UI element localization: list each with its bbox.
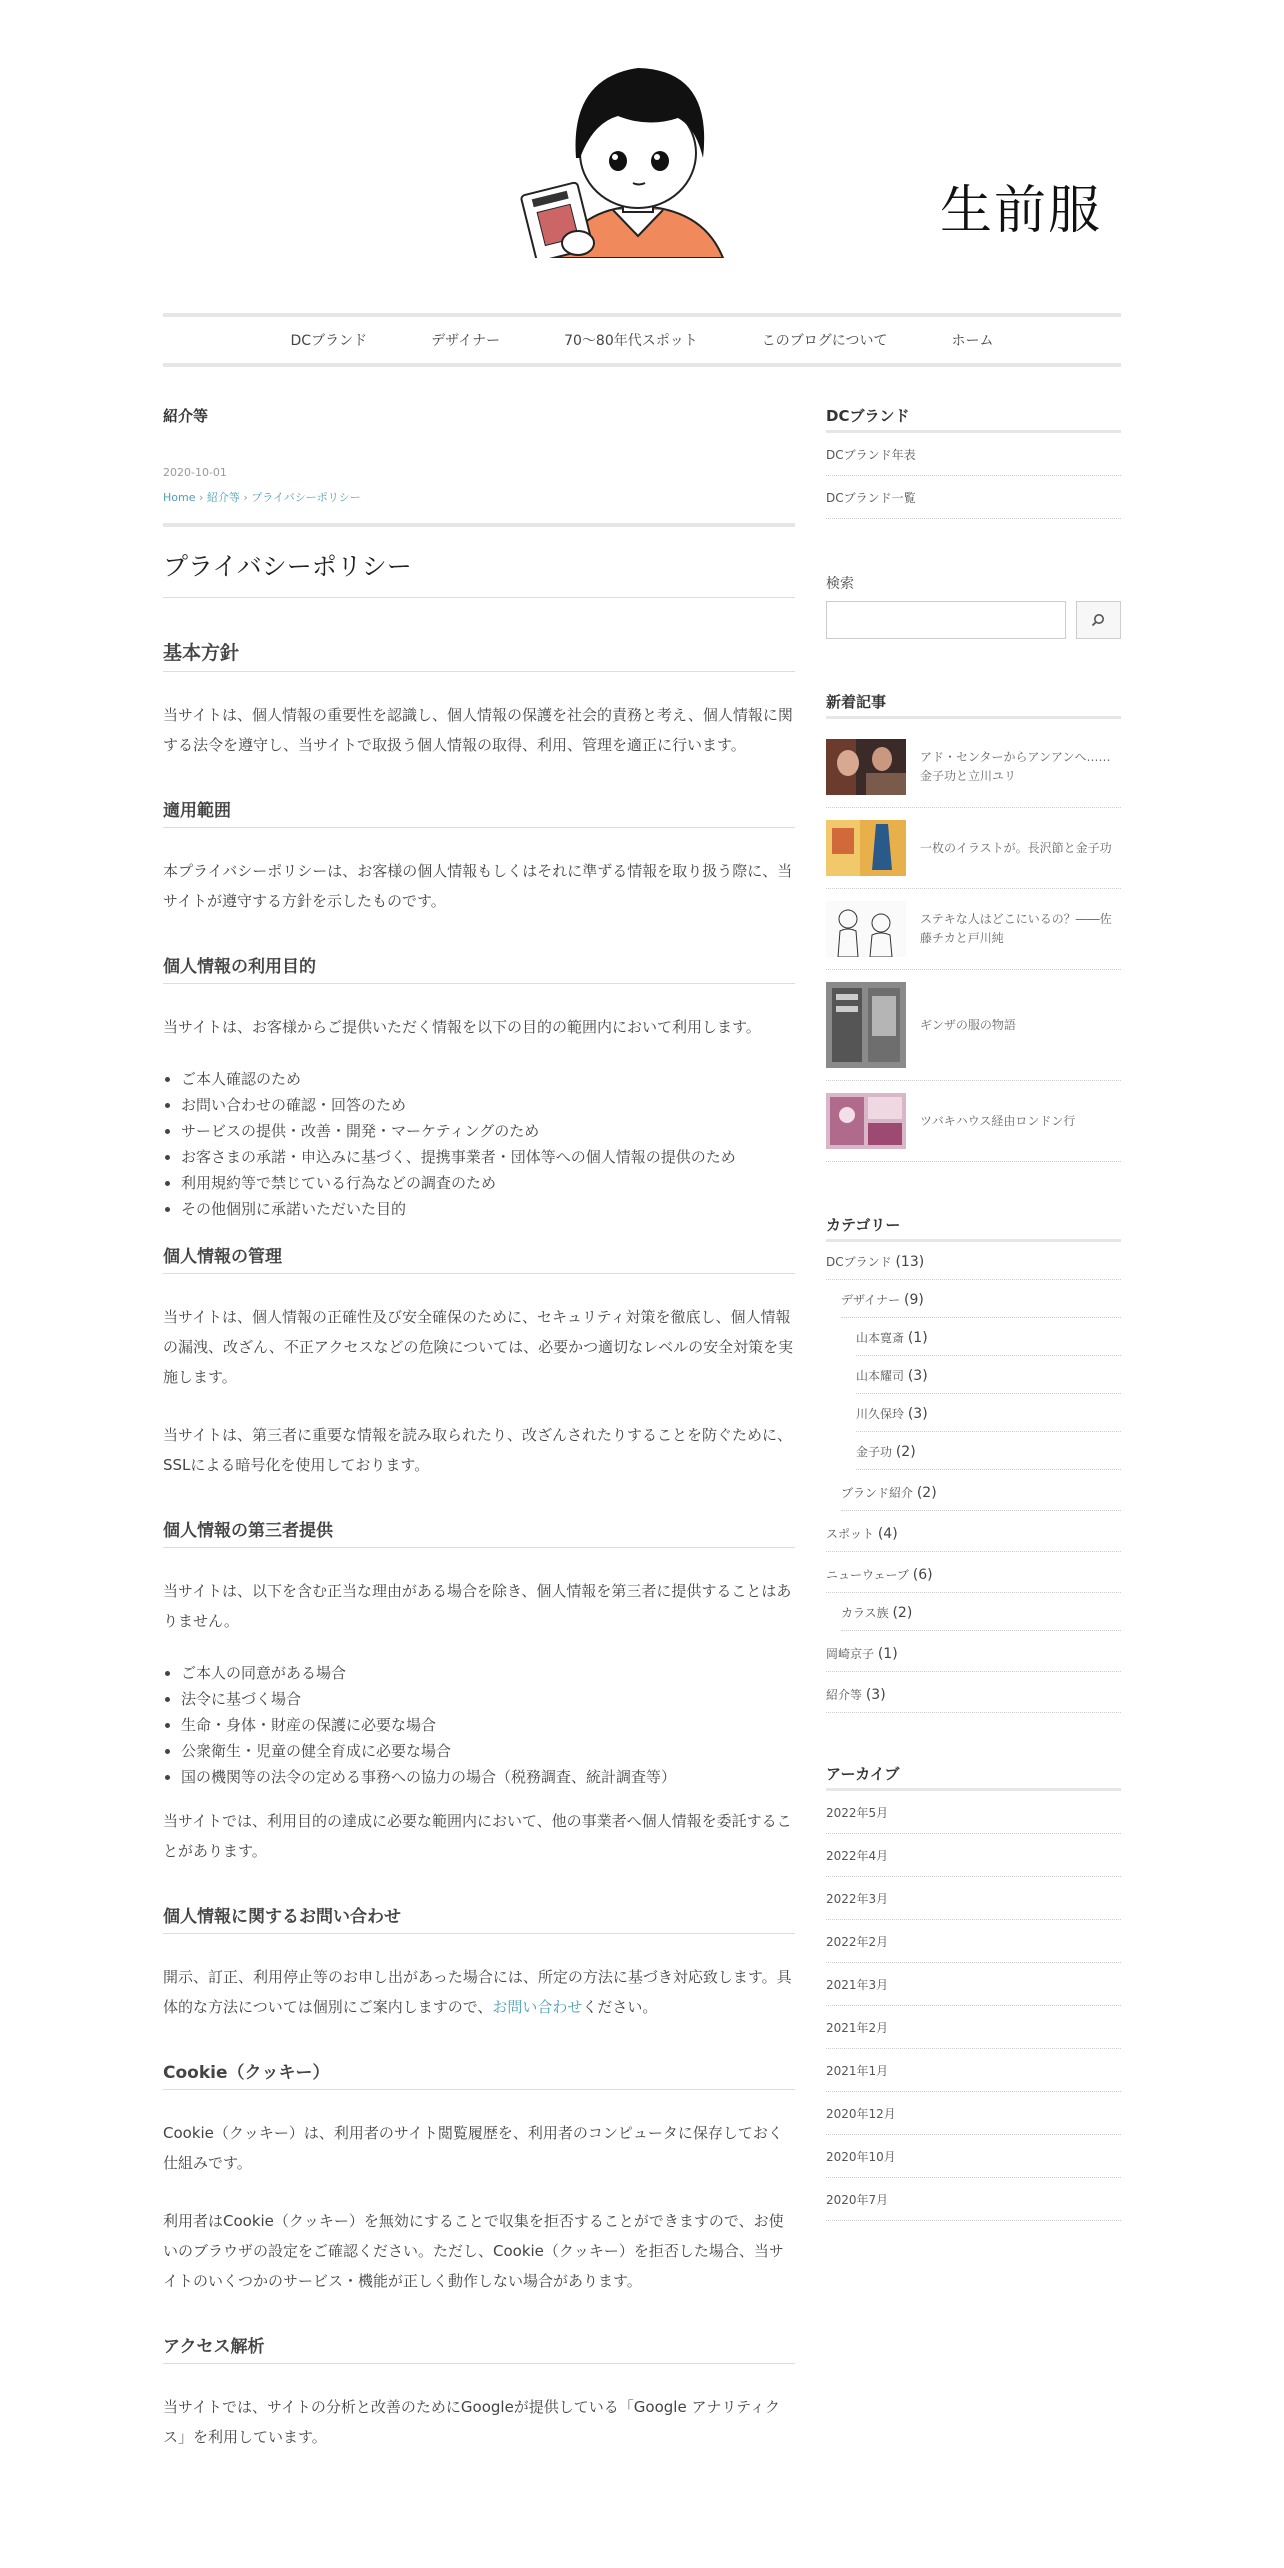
category-count: (3) bbox=[907, 1406, 928, 1422]
section-text-cookie-2: 利用者はCookie（クッキー）を無効にすることで収集を拒否することができますので、お使いのブラウザの設定をご確認ください。ただし、Cookie（クッキー）を拒否した場合、当サイトのいくつかのサービス・機能が正しく動作しない場合があります。 bbox=[163, 2212, 784, 2290]
category-item[interactable] bbox=[826, 1511, 1121, 1552]
post-date: 2020-10-01 bbox=[163, 466, 227, 479]
category-count: (9) bbox=[904, 1292, 924, 1308]
recent-post-title[interactable]: アド・センターからアンアンへ……金子功と立川ユリ bbox=[920, 750, 1111, 783]
section-heading-basic: 基本方針 bbox=[163, 638, 795, 672]
archive-list bbox=[826, 1791, 1121, 2221]
list-item: • お問い合わせの確認・回答のため bbox=[181, 1092, 795, 1118]
nav-item-designer[interactable]: デザイナー bbox=[431, 333, 501, 349]
section-heading-inquiry: 個人情報に関するお問い合わせ bbox=[163, 1902, 795, 1934]
archive-item[interactable]: 2020年10月 bbox=[826, 2135, 1121, 2178]
archive-item[interactable]: 2021年1月 bbox=[826, 2049, 1121, 2092]
breadcrumb-separator: › bbox=[198, 491, 204, 504]
nav-item-about[interactable]: このブログについて bbox=[761, 333, 888, 349]
post-thumbnail[interactable] bbox=[826, 982, 906, 1068]
breadcrumb-current: プライバシーポリシー bbox=[251, 491, 361, 504]
widget-title-categories: カテゴリー bbox=[826, 1214, 1121, 1242]
page-title: プライバシーポリシー bbox=[163, 547, 795, 598]
category-list bbox=[826, 1242, 1121, 1713]
archive-item[interactable]: 2020年12月 bbox=[826, 2092, 1121, 2135]
breadcrumb-home[interactable]: Home bbox=[163, 491, 196, 504]
search-label: 検索 bbox=[826, 576, 854, 592]
category-name[interactable]: デザイナー bbox=[841, 1293, 901, 1307]
section-heading-cookie: Cookie（クッキー） bbox=[163, 2058, 795, 2090]
list-item: • お客さまの承諾・申込みに基づく、提携事業者・団体等への個人情報の提供のため bbox=[181, 1144, 795, 1170]
site-title[interactable]: 生前服 bbox=[940, 181, 1103, 241]
recent-posts bbox=[826, 727, 1121, 1162]
category-item[interactable] bbox=[841, 1470, 1121, 1511]
section-text-purpose: 当サイトは、お客様からご提供いただく情報を以下の目的の範囲内において利用します。 bbox=[163, 1018, 761, 1036]
section-text-cookie-1: Cookie（クッキー）は、利用者のサイト閲覧履歴を、利用者のコンピュータに保存しておく仕組みです。 bbox=[163, 2124, 783, 2172]
category-count: (13) bbox=[895, 1254, 925, 1270]
sidebar-link-dc-chronology[interactable]: DCブランド年表 bbox=[826, 433, 1121, 476]
category-item[interactable] bbox=[841, 1280, 1121, 1318]
list-item: • 国の機関等の法令の定める事務への協力の場合（税務調査、統計調査等） bbox=[181, 1764, 795, 1790]
section-text-third-party: 当サイトは、以下を含む正当な理由がある場合を除き、個人情報を第三者に提供することはありません。 bbox=[163, 1582, 792, 1630]
category-name[interactable]: カラス族 bbox=[841, 1606, 889, 1620]
recent-post-title[interactable]: ステキな人はどこにいるの？――佐藤チカと戸川純 bbox=[920, 912, 1112, 945]
sidebar-link-dc-list[interactable]: DCブランド一覧 bbox=[826, 476, 1121, 519]
category-count: (3) bbox=[907, 1368, 928, 1384]
third-party-list bbox=[163, 1660, 795, 1790]
list-item: • サービスの提供・改善・開発・マーケティングのため bbox=[181, 1118, 795, 1144]
post-thumbnail[interactable] bbox=[826, 820, 906, 876]
category-count: (2) bbox=[895, 1444, 916, 1460]
site-header bbox=[0, 0, 1284, 300]
category-name[interactable]: 川久保玲 bbox=[856, 1407, 905, 1421]
category-name[interactable]: 山本耀司 bbox=[856, 1369, 905, 1383]
list-item: • 生命・身体・財産の保護に必要な場合 bbox=[181, 1712, 795, 1738]
breadcrumb bbox=[163, 489, 795, 527]
category-item[interactable] bbox=[856, 1318, 1121, 1356]
post-thumbnail[interactable] bbox=[826, 901, 906, 957]
recent-post-item[interactable] bbox=[826, 970, 1121, 1081]
section-text-management-2: 当サイトは、第三者に重要な情報を読み取られたり、改ざんされたりすることを防ぐために、SSLによる暗号化を使用しております。 bbox=[163, 1426, 792, 1474]
category-name[interactable]: ブランド紹介 bbox=[841, 1486, 914, 1500]
category-name[interactable]: スポット bbox=[826, 1527, 875, 1541]
category-name[interactable]: ニューウェーブ bbox=[826, 1568, 909, 1582]
sidebar bbox=[826, 405, 1121, 2221]
inquiry-text: 開示、訂正、利用停止等のお申し出があった場合には、所定の方法に基づき対応致します。具体的な方法については個別にご案内しますので、 bbox=[163, 1968, 792, 2016]
nav-item-home[interactable]: ホーム bbox=[951, 333, 994, 349]
post-thumbnail[interactable] bbox=[826, 739, 906, 795]
archive-item[interactable]: 2020年7月 bbox=[826, 2178, 1121, 2221]
category-count: (4) bbox=[877, 1526, 898, 1542]
recent-post-item[interactable] bbox=[826, 808, 1121, 889]
archive-item[interactable]: 2022年4月 bbox=[826, 1834, 1121, 1877]
category-item[interactable] bbox=[856, 1356, 1121, 1394]
section-heading-third-party: 個人情報の第三者提供 bbox=[163, 1516, 795, 1548]
recent-post-title[interactable]: ツバキハウス経由ロンドン行 bbox=[920, 1113, 1076, 1128]
section-text-analytics: 当サイトでは、サイトの分析と改善のためにGoogleが提供している「Google アナリティクス」を利用しています。 bbox=[163, 2398, 780, 2446]
archive-item[interactable]: 2022年5月 bbox=[826, 1791, 1121, 1834]
recent-post-item[interactable] bbox=[826, 727, 1121, 808]
category-count: (1) bbox=[877, 1646, 898, 1662]
category-item[interactable] bbox=[856, 1394, 1121, 1432]
category-item[interactable] bbox=[826, 1672, 1121, 1713]
section-text-third-party-2: 当サイトでは、利用目的の達成に必要な範囲内において、他の事業者へ個人情報を委託することがあります。 bbox=[163, 1812, 792, 1860]
category-item[interactable] bbox=[856, 1432, 1121, 1470]
list-item: • ご本人確認のため bbox=[181, 1066, 795, 1092]
list-item: • その他個別に承諾いただいた目的 bbox=[181, 1196, 795, 1222]
main-content bbox=[163, 405, 795, 2452]
widget-title-dc: DCブランド bbox=[826, 405, 1121, 433]
category-count: (2) bbox=[892, 1605, 913, 1621]
category-name[interactable]: 紹介等 bbox=[826, 1688, 863, 1702]
archive-item[interactable]: 2022年2月 bbox=[826, 1920, 1121, 1963]
widget-title-recent: 新着記事 bbox=[826, 691, 1121, 719]
breadcrumb-separator: › bbox=[243, 491, 248, 504]
list-item: • ご本人の同意がある場合 bbox=[181, 1660, 795, 1686]
section-heading-management: 個人情報の管理 bbox=[163, 1242, 795, 1274]
search-button[interactable] bbox=[1076, 601, 1121, 639]
category-name[interactable]: DCブランド bbox=[826, 1255, 892, 1269]
nav-item-spots[interactable]: 70〜80年代スポット bbox=[564, 333, 698, 349]
section-heading-purpose: 個人情報の利用目的 bbox=[163, 952, 795, 984]
post-thumbnail[interactable] bbox=[826, 1093, 906, 1149]
purpose-list bbox=[163, 1066, 795, 1222]
category-count: (2) bbox=[916, 1485, 937, 1501]
recent-post-item[interactable] bbox=[826, 1081, 1121, 1162]
section-text-basic: 当サイトは、個人情報の重要性を認識し、個人情報の保護を社会的責務と考え、個人情報に関する法令を遵守し、当サイトで取扱う個人情報の取得、利用、管理を適正に行います。 bbox=[163, 706, 793, 754]
contact-link[interactable]: お問い合わせ bbox=[492, 1998, 583, 2016]
recent-post-title[interactable]: ギンザの服の物語 bbox=[920, 1017, 1016, 1032]
archive-item[interactable]: 2021年3月 bbox=[826, 1963, 1121, 2006]
category-count: (1) bbox=[907, 1330, 928, 1346]
widget-title-archive: アーカイブ bbox=[826, 1763, 1121, 1791]
section-text-management-1: 当サイトは、個人情報の正確性及び安全確保のために、セキュリティ対策を徹底し、個人情報の漏洩、改ざん、不正アクセスなどの危険については、必要かつ適切なレベルの安全対策を実施します。 bbox=[163, 1308, 794, 1386]
recent-post-item[interactable] bbox=[826, 889, 1121, 970]
list-item: • 利用規約等で禁じている行為などの調査のため bbox=[181, 1170, 795, 1196]
search-input[interactable] bbox=[826, 601, 1066, 639]
nav-item-dc-brand[interactable]: DCブランド bbox=[290, 333, 368, 349]
archive-item[interactable]: 2021年2月 bbox=[826, 2006, 1121, 2049]
category-label: 紹介等 bbox=[163, 407, 209, 425]
section-heading-scope: 適用範囲 bbox=[163, 796, 795, 828]
category-name[interactable]: 岡崎京子 bbox=[826, 1647, 875, 1661]
global-nav bbox=[163, 313, 1121, 367]
section-text-inquiry bbox=[163, 1962, 795, 2022]
breadcrumb-category[interactable]: 紹介等 bbox=[206, 491, 240, 504]
search-icon bbox=[1091, 613, 1105, 627]
category-item[interactable] bbox=[826, 1552, 1121, 1593]
category-count: (6) bbox=[912, 1567, 933, 1583]
list-item: • 法令に基づく場合 bbox=[181, 1686, 795, 1712]
category-item[interactable] bbox=[841, 1593, 1121, 1631]
category-name[interactable]: 山本寛斎 bbox=[856, 1331, 905, 1345]
list-item: • 公衆衛生・児童の健全育成に必要な場合 bbox=[181, 1738, 795, 1764]
category-item[interactable] bbox=[826, 1631, 1121, 1672]
recent-post-title[interactable]: 一枚のイラストが。長沢節と金子功 bbox=[920, 840, 1112, 855]
archive-item[interactable]: 2022年3月 bbox=[826, 1877, 1121, 1920]
category-item[interactable] bbox=[826, 1242, 1121, 1280]
inquiry-text-end: ください。 bbox=[582, 1998, 658, 2016]
section-heading-analytics: アクセス解析 bbox=[163, 2332, 795, 2364]
character-illustration-icon[interactable] bbox=[518, 58, 758, 258]
category-count: (3) bbox=[865, 1687, 886, 1703]
section-text-scope: 本プライバシーポリシーは、お客様の個人情報もしくはそれに準ずる情報を取り扱う際に、当サイトが遵守する方針を示したものです。 bbox=[163, 862, 793, 910]
category-name[interactable]: 金子功 bbox=[856, 1445, 893, 1459]
search-form bbox=[826, 601, 1121, 639]
